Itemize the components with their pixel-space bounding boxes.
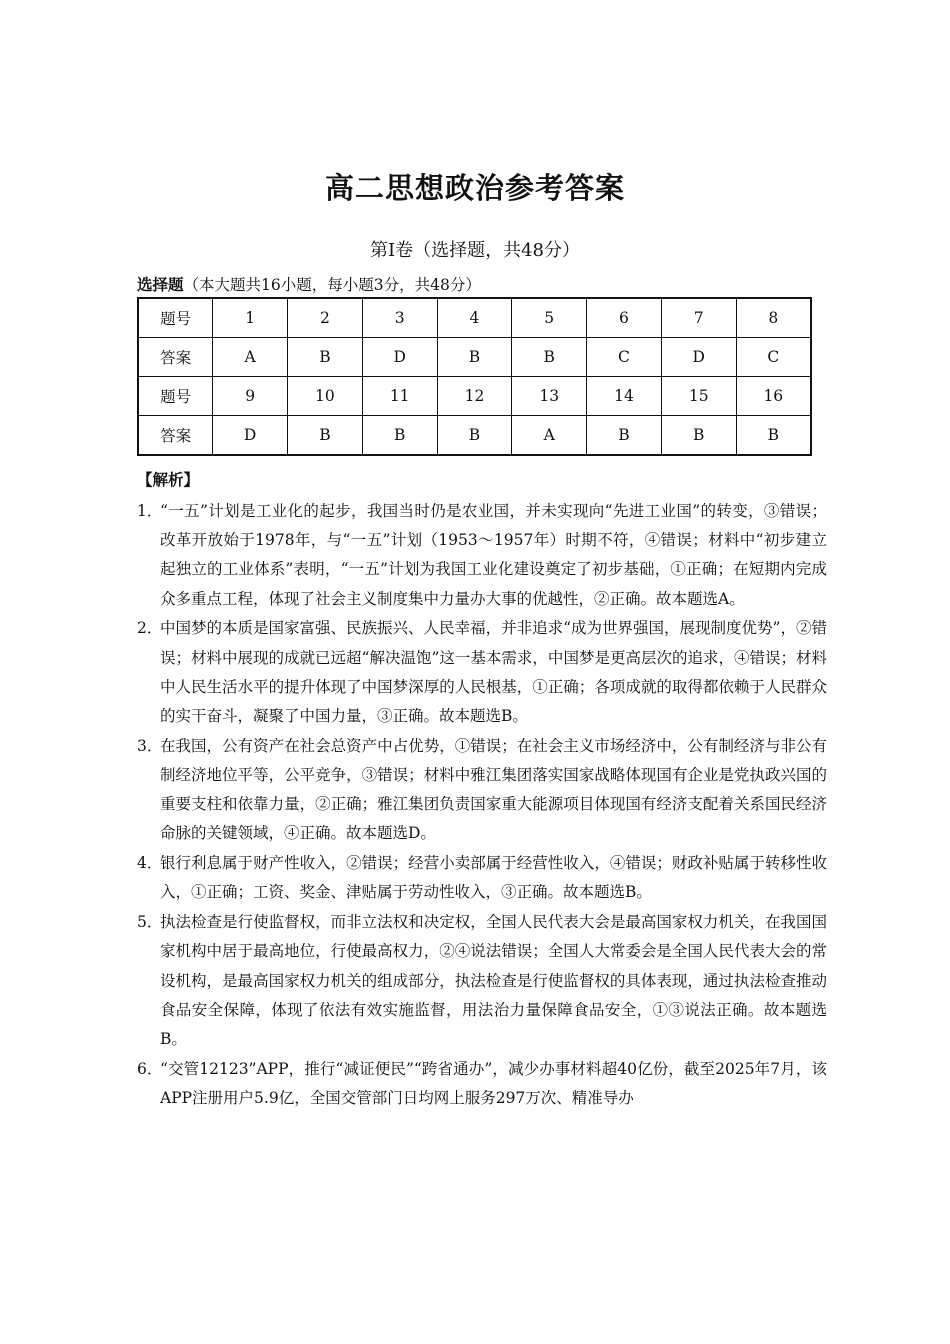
table-cell: C xyxy=(736,338,811,377)
analysis-list xyxy=(137,497,827,1114)
analysis-item-text: 中国梦的本质是国家富强、民族振兴、人民幸福，并非追求“成为世界强国，展现制度优势”，②错误；材料中展现的成就已远超“解决温饱”这一基本需求，中国梦是更高层次的追求，④错误；材料中人民生活水平的提升体现了中国梦深厚的人民根基，①正确；各项成就的取得都依赖于人民群众的实干奋斗，凝聚了中国力量，③正确。故本题选B。 xyxy=(160,619,827,726)
table-cell: 16 xyxy=(736,377,811,416)
table-cell: D xyxy=(213,416,288,456)
table-row xyxy=(138,416,811,456)
table-cell: 12 xyxy=(437,377,512,416)
analysis-item-number: 1． xyxy=(137,502,163,520)
page-title: 高二思想政治参考答案 xyxy=(324,171,625,205)
analysis-item xyxy=(137,908,827,1054)
table-cell: D xyxy=(362,338,437,377)
answer-table xyxy=(137,297,812,456)
table-cell: 11 xyxy=(362,377,437,416)
table-cell: 2 xyxy=(288,298,363,338)
table-cell: A xyxy=(512,416,587,456)
table-cell: B xyxy=(512,338,587,377)
table-cell: B xyxy=(362,416,437,456)
analysis-item xyxy=(137,849,827,907)
table-cell: 15 xyxy=(661,377,736,416)
table-cell: C xyxy=(587,338,662,377)
table-cell: B xyxy=(587,416,662,456)
table-row-header: 题号 xyxy=(138,298,213,338)
table-cell: 14 xyxy=(587,377,662,416)
table-cell: 6 xyxy=(587,298,662,338)
table-cell: D xyxy=(661,338,736,377)
table-cell: 7 xyxy=(661,298,736,338)
table-cell: 9 xyxy=(213,377,288,416)
analysis-item-text: 在我国，公有资产在社会总资产中占优势，①错误；在社会主义市场经济中，公有制经济与非公有制经济地位平等，公平竞争，③错误；材料中雅江集团落实国家战略体现国有企业是党执政兴国的重要支柱和依靠力量，②正确；雅江集团负责国家重大能源项目体现国有经济支配着关系国民经济命脉的关键领域，④正确。故本题选D。 xyxy=(160,736,827,843)
table-cell: 13 xyxy=(512,377,587,416)
table-cell: 3 xyxy=(362,298,437,338)
table-cell: 5 xyxy=(512,298,587,338)
table-cell: B xyxy=(661,416,736,456)
analysis-item-number: 4． xyxy=(137,854,163,873)
table-cell: B xyxy=(437,416,512,456)
analysis-item-number: 3． xyxy=(137,736,163,755)
analysis-item xyxy=(137,1055,827,1113)
table-row xyxy=(138,298,811,338)
section-subtitle: 第Ⅰ卷（选择题，共48分） xyxy=(369,240,580,261)
section-note: （本大题共16小题，每小题3分，共48分） xyxy=(183,276,481,294)
analysis-item-number: 5． xyxy=(137,913,163,932)
table-cell: B xyxy=(736,416,811,456)
table-cell: 4 xyxy=(437,298,512,338)
section-label: 选择题 xyxy=(137,275,184,294)
analysis-item-text: “一五”计划是工业化的起步，我国当时仍是农业国，并未实现向“先进工业国”的转变，③错误；改革开放始于1978年，与“一五”计划（1953～1957年）时期不符，④错误；材料中“初步建立起独立的工业体系”表明，“一五”计划为我国工业化建设奠定了初步基础，①正确；在短期内完成众多重点工程，体现了社会主义制度集中力量办大事的优越性，②正确。故本题选A。 xyxy=(160,502,827,608)
analysis-item-text: “交管12123”APP，推行“减证便民”“跨省通办”，减少办事材料超40亿份，截至2025年7月，该APP注册用户5.9亿，全国交管部门日均网上服务297万次、精准导办 xyxy=(160,1059,827,1108)
analysis-item-text: 银行利息属于财产性收入，②错误；经营小卖部属于经营性收入，④错误；财政补贴属于转移性收入，①正确；工资、奖金、津贴属于劳动性收入，③正确。故本题选B。 xyxy=(160,854,827,902)
analysis-item xyxy=(137,497,827,614)
analysis-heading: 【解析】 xyxy=(137,470,200,489)
analysis-item-number: 6． xyxy=(137,1059,163,1078)
table-row xyxy=(138,377,811,416)
table-cell: 10 xyxy=(288,377,363,416)
analysis-item-number: 2． xyxy=(137,619,163,638)
table-cell: B xyxy=(437,338,512,377)
table-cell: A xyxy=(213,338,288,377)
table-cell: B xyxy=(288,416,363,456)
question-section-heading xyxy=(137,273,481,295)
table-row-header: 题号 xyxy=(138,377,213,416)
analysis-item-text: 执法检查是行使监督权，而非立法权和决定权，全国人民代表大会是最高国家权力机关，在我国国家机构中居于最高地位，行使最高权力，②④说法错误；全国人大常委会是全国人民代表大会的常设机构，是最高国家权力机关的组成部分，执法检查是行使监督权的具体表现，通过执法检查推动食品安全保障，体现了依法有效实施监督，用法治力量保障食品安全，①③说法正确。故本题选B。 xyxy=(160,913,827,1049)
analysis-item xyxy=(137,732,827,849)
table-cell: 1 xyxy=(213,298,288,338)
table-cell: B xyxy=(288,338,363,377)
table-row-header: 答案 xyxy=(138,338,213,377)
table-row-header: 答案 xyxy=(138,416,213,456)
table-row xyxy=(138,338,811,377)
analysis-item xyxy=(137,614,827,731)
table-cell: 8 xyxy=(736,298,811,338)
